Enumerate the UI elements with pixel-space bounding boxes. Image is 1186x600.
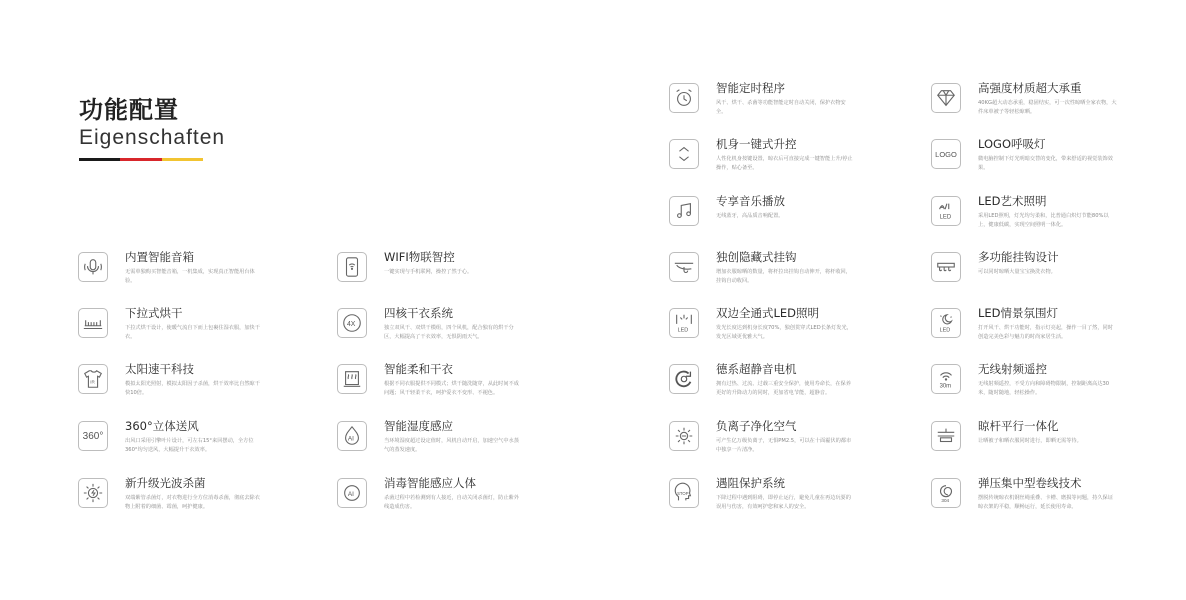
- feature-title: 多功能挂钩设计: [978, 250, 1059, 264]
- feature-title: 四核干衣系统: [384, 306, 453, 320]
- feature-silent-motor: [669, 362, 909, 402]
- motor-icon: [669, 364, 699, 394]
- led-label: LED: [939, 327, 951, 334]
- feature-humidity-sense: [337, 419, 577, 459]
- feature-desc: 可以同时晾晒大量宝宝换洗衣物。: [978, 269, 1056, 275]
- feature-coil-tech: [931, 476, 1171, 516]
- feature-title: 负离子净化空气: [716, 419, 797, 433]
- feature-title: 下拉式烘干: [125, 306, 183, 320]
- feature-soft-dry: [337, 362, 577, 402]
- feature-title: 新升级光波杀菌: [125, 476, 206, 490]
- stop-label: STOP: [677, 490, 689, 496]
- feature-quad-core-dry: [337, 306, 577, 346]
- speaker-icon: [78, 252, 108, 282]
- feature-title: LED情景氛围灯: [978, 306, 1059, 320]
- feature-led-ambient: [931, 306, 1171, 346]
- feature-timer: [669, 81, 909, 121]
- multi-hook-icon: [931, 252, 961, 282]
- feature-desc: 模拟太阳光照射，模拟太阳因子杀菌，烘干效率比自然晾干快10倍。: [125, 381, 260, 396]
- led-bar-icon: [669, 308, 699, 338]
- feature-desc: 人性化机身按键设置，晾衣后可直接完成一键智能上升/停止操作，贴心备至。: [716, 156, 853, 171]
- feature-desc: 微电脑控制下灯光明暗交替的变化，带来舒适的视觉装饰效果。: [978, 156, 1113, 171]
- parallel-rod-icon: [931, 421, 961, 451]
- feature-smart-speaker: [78, 250, 318, 290]
- feature-uv-sterilization: [78, 476, 318, 516]
- feature-desc: 40KG超大动态承重，稳固结实，可一次性晾晒全家衣物，大件床单被子等轻松晾晒。: [978, 100, 1117, 115]
- up-down-icon: [669, 139, 699, 169]
- hidden-hook-icon: [669, 252, 699, 282]
- feature-desc: 当环境湿度超过设定值时，风机自动开启，加速空气中水蒸气的蒸发速度。: [384, 438, 519, 453]
- feature-title: 机身一键式升控: [716, 137, 797, 151]
- feature-hidden-hook: [669, 250, 909, 290]
- led-label: LED: [677, 327, 689, 334]
- 360-label: 360°: [82, 430, 104, 442]
- diamond-icon: [931, 83, 961, 113]
- feature-desc: 无需单独购买智能音箱，一机集成，实现真正智能用台体验。: [125, 269, 255, 284]
- led-moon-icon: [931, 308, 961, 338]
- shirt-ir-icon: [78, 364, 108, 394]
- feature-body-sensor: [337, 476, 577, 516]
- feature-360-airflow: [78, 419, 318, 459]
- feature-obstacle-protection: [669, 476, 909, 516]
- feature-desc: 采用LED照明，灯光均匀柔和，比普通白炽灯节能80%以上，健康低碳，实现空间照明一体化。: [978, 213, 1109, 228]
- feature-desc: 独立双风干、双烘干模组，四个风机，配合独有的烘干分区，大幅提高了干衣效率，无惧阴雨天气。: [384, 325, 514, 340]
- flag-stripe-red: [120, 158, 161, 161]
- sun-ion-icon: [669, 421, 699, 451]
- german-flag-stripe: [79, 158, 203, 161]
- logo-label: LOGO: [935, 149, 957, 159]
- feature-desc: 增加衣服晾晒的数量，将杆拉出挂钩自动伸开，将杆收回，挂钩自动收回。: [716, 269, 851, 284]
- feature-title: 弹压集中型卷线技术: [978, 476, 1082, 490]
- uv-light-icon: [78, 478, 108, 508]
- 4x-label: 4X: [346, 320, 356, 328]
- feature-parallel-rod: [931, 419, 1171, 459]
- feature-desc: 杀菌过程中若检测到有人接近，自动关闭杀菌灯，防止紫外线造成伤害。: [384, 495, 519, 510]
- alarm-clock-icon: [669, 83, 699, 113]
- feature-wifi-control: [337, 250, 577, 290]
- feature-desc: 一键实现与手机联网，操控了然于心。: [384, 269, 473, 275]
- ai-sensor-icon: [337, 478, 367, 508]
- ai-humidity-icon: [337, 421, 367, 451]
- feature-desc: 无线蓝牙，高品质音响配置。: [716, 213, 784, 219]
- led-label: LED: [939, 214, 952, 221]
- feature-led-lighting: [669, 306, 909, 346]
- feature-title: 360°立体送风: [125, 419, 199, 433]
- feature-desc: 根据不同衣服提供不同模式；烘干随洗随穿，从此时间不成问题；风干轻柔干衣，呵护爱衣不变形、不褪色。: [384, 381, 519, 396]
- led-art-icon: [931, 196, 961, 226]
- page-subtitle: Eigenschaften: [79, 126, 226, 149]
- drying-rack-icon: [78, 308, 108, 338]
- feature-title: 太阳速干科技: [125, 362, 194, 376]
- feature-desc: 出风口采用引擎叶片设计，可左右15°来回摆动，全方位360°均匀送风，大幅提升干衣效率。: [125, 438, 254, 453]
- feature-desc: 拥有过热、过流、过载三重安全保护，使用寿命长，在保养更好的升降动力的同时，更加省电节能，超静音。: [716, 381, 851, 396]
- feature-desc: 无线射频遥控，不受方向和障碍物限制，控制距离高达30米，随时随地，轻松操作。: [978, 381, 1110, 396]
- feature-title: 专享音乐播放: [716, 194, 785, 208]
- feature-desc: 下降过程中遇到阻碍，即停止运行，避免儿童在再边玩耍的误用与伤害，有效呵护您和家人的安全。: [716, 495, 851, 510]
- coil-304-icon: [931, 478, 961, 508]
- 4x-icon: [337, 308, 367, 338]
- logo-light-icon: [931, 139, 961, 169]
- feature-desc: 打开风干、烘干功能时，指示灯亮起，操作一目了然，同时创造完美色彩与魅力的时尚家居生活。: [978, 325, 1113, 340]
- feature-high-strength: [931, 81, 1171, 121]
- feature-multi-hook: [931, 250, 1171, 290]
- ai-label: AI: [347, 490, 354, 498]
- ir-label: IR: [90, 379, 95, 385]
- music-note-icon: [669, 196, 699, 226]
- feature-desc: 风干、烘干、杀菌等功能智能定时自动关闭，保护衣物安全。: [716, 100, 846, 115]
- page-title: 功能配置: [79, 96, 179, 124]
- feature-title: LOGO呼吸灯: [978, 137, 1046, 151]
- ai-label: AI: [347, 435, 354, 443]
- feature-music: [669, 194, 909, 234]
- feature-solar-dry: [78, 362, 318, 402]
- soft-dry-icon: [337, 364, 367, 394]
- 360-icon: [78, 421, 108, 451]
- 30m-label: 30m: [939, 383, 952, 390]
- flag-stripe-gold: [162, 158, 203, 161]
- stop-head-icon: [669, 478, 699, 508]
- feature-title: 内置智能音箱: [125, 250, 194, 264]
- feature-title: 独创隐藏式挂钩: [716, 250, 797, 264]
- feature-title: 智能柔和干衣: [384, 362, 453, 376]
- feature-title: LED艺术照明: [978, 194, 1047, 208]
- feature-desc: 双端紫管杀菌灯，对衣物进行全方位消毒杀菌，彻底去除衣物上附着的细菌、霉菌，呵护健康。: [125, 495, 260, 510]
- 304-label: 304: [941, 498, 950, 504]
- feature-desc: 摆脱传统晾衣机钢丝绳重叠、卡槽、磨损等问题，持久保证晾衣架的平稳，顺畅运行，延长使用寿命。: [978, 495, 1113, 510]
- wifi-phone-icon: [337, 252, 367, 282]
- feature-title: 德系超静音电机: [716, 362, 797, 376]
- feature-title: 晾杆平行一体化: [978, 419, 1059, 433]
- feature-desc: 发光长度达到机身长度70%，独创贯穿式LED长条灯发光，发光区域更优雅大气。: [716, 325, 852, 340]
- feature-logo-light: [931, 137, 1171, 177]
- feature-title: 智能定时程序: [716, 81, 785, 95]
- feature-led-art: [931, 194, 1171, 234]
- feature-pulldown-drying: [78, 306, 318, 346]
- feature-desc: 下拉式烘干设计，使暖气流自下而上包裹住湿衣服，加快干衣。: [125, 325, 260, 340]
- feature-title: WIFI物联智控: [384, 250, 455, 264]
- feature-title: 智能湿度感应: [384, 419, 453, 433]
- feature-desc: 让晒被子和晒衣服同时进行，即晒无需等待。: [978, 438, 1082, 444]
- flag-stripe-black: [79, 158, 120, 161]
- feature-negative-ion: [669, 419, 909, 459]
- feature-one-key-lift: [669, 137, 909, 177]
- feature-wireless-remote: [931, 362, 1171, 402]
- feature-desc: 可产生亿万级负离子，无惧PM2.5，可以在十面霾伏的都市中独享一片清净。: [716, 438, 852, 453]
- feature-title: 双边全通式LED照明: [716, 306, 820, 320]
- feature-title: 高强度材质超大承重: [978, 81, 1082, 95]
- feature-title: 消毒智能感应人体: [384, 476, 476, 490]
- feature-title: 无线射频遥控: [978, 362, 1047, 376]
- wireless-30m-icon: [931, 364, 961, 394]
- page-header: [79, 96, 225, 161]
- feature-title: 遇阻保护系统: [716, 476, 785, 490]
